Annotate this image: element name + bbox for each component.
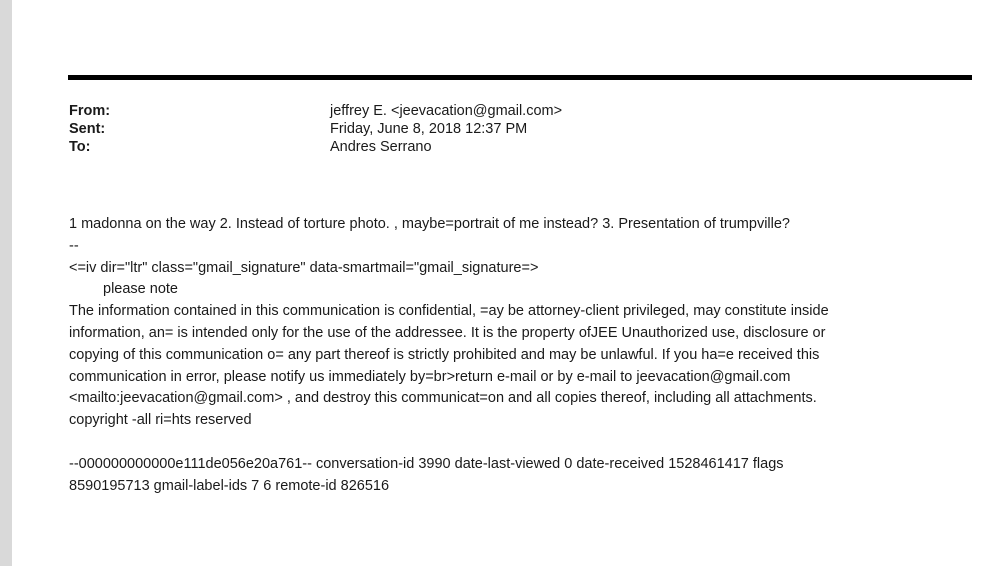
header-divider: [68, 75, 972, 80]
disclaimer-line: copying of this communication o= any part thereof is strictly prohibited and may be unlawful. If you ha=e received this: [69, 346, 820, 363]
to-row: [69, 138, 969, 156]
disclaimer-line: communication in error, please notify us immediately by=br>return e-mail or by e-mail to jeevacation@gmail.com: [69, 368, 791, 385]
signature-code: <=iv dir="ltr" class="gmail_signature" data-smartmail="gmail_signature=>: [69, 259, 539, 276]
sent-label: Sent:: [69, 121, 106, 137]
from-value: jeffrey E. <jeevacation@gmail.com>: [330, 103, 563, 119]
to-label: To:: [69, 139, 91, 155]
disclaimer-line: The information contained in this communication is confidential, =ay be attorney-client privileged, may constitute inside: [69, 303, 829, 320]
email-body: [69, 214, 974, 497]
left-margin-strip: [0, 0, 12, 566]
please-note: please note: [103, 281, 178, 298]
email-header: [69, 102, 969, 156]
metadata-line: --000000000000e111de056e20a761-- conversation-id 3990 date-last-viewed 0 date-received 1528461417 flags: [69, 455, 784, 472]
sent-row: [69, 120, 969, 138]
sent-value: Friday, June 8, 2018 12:37 PM: [330, 121, 528, 137]
disclaimer-line: copyright -all ri=hts reserved: [69, 412, 252, 429]
message-text: 1 madonna on the way 2. Instead of torture photo. , maybe=portrait of me instead? 3. Presentation of trumpville?: [69, 216, 790, 232]
from-label: From:: [69, 103, 111, 119]
disclaimer-line: <mailto:jeevacation@gmail.com> , and destroy this communicat=on and all copies thereof, including all attachments.: [69, 390, 817, 407]
from-row: [69, 102, 969, 120]
paragraph-spacer: [69, 432, 974, 454]
signature-separator: --: [69, 237, 79, 254]
metadata-line: 8590195713 gmail-label-ids 7 6 remote-id 826516: [69, 477, 390, 494]
to-value: Andres Serrano: [330, 139, 432, 155]
disclaimer-line: information, an= is intended only for the use of the addressee. It is the property ofJEE Unauthorized use, disclosure or: [69, 324, 826, 341]
